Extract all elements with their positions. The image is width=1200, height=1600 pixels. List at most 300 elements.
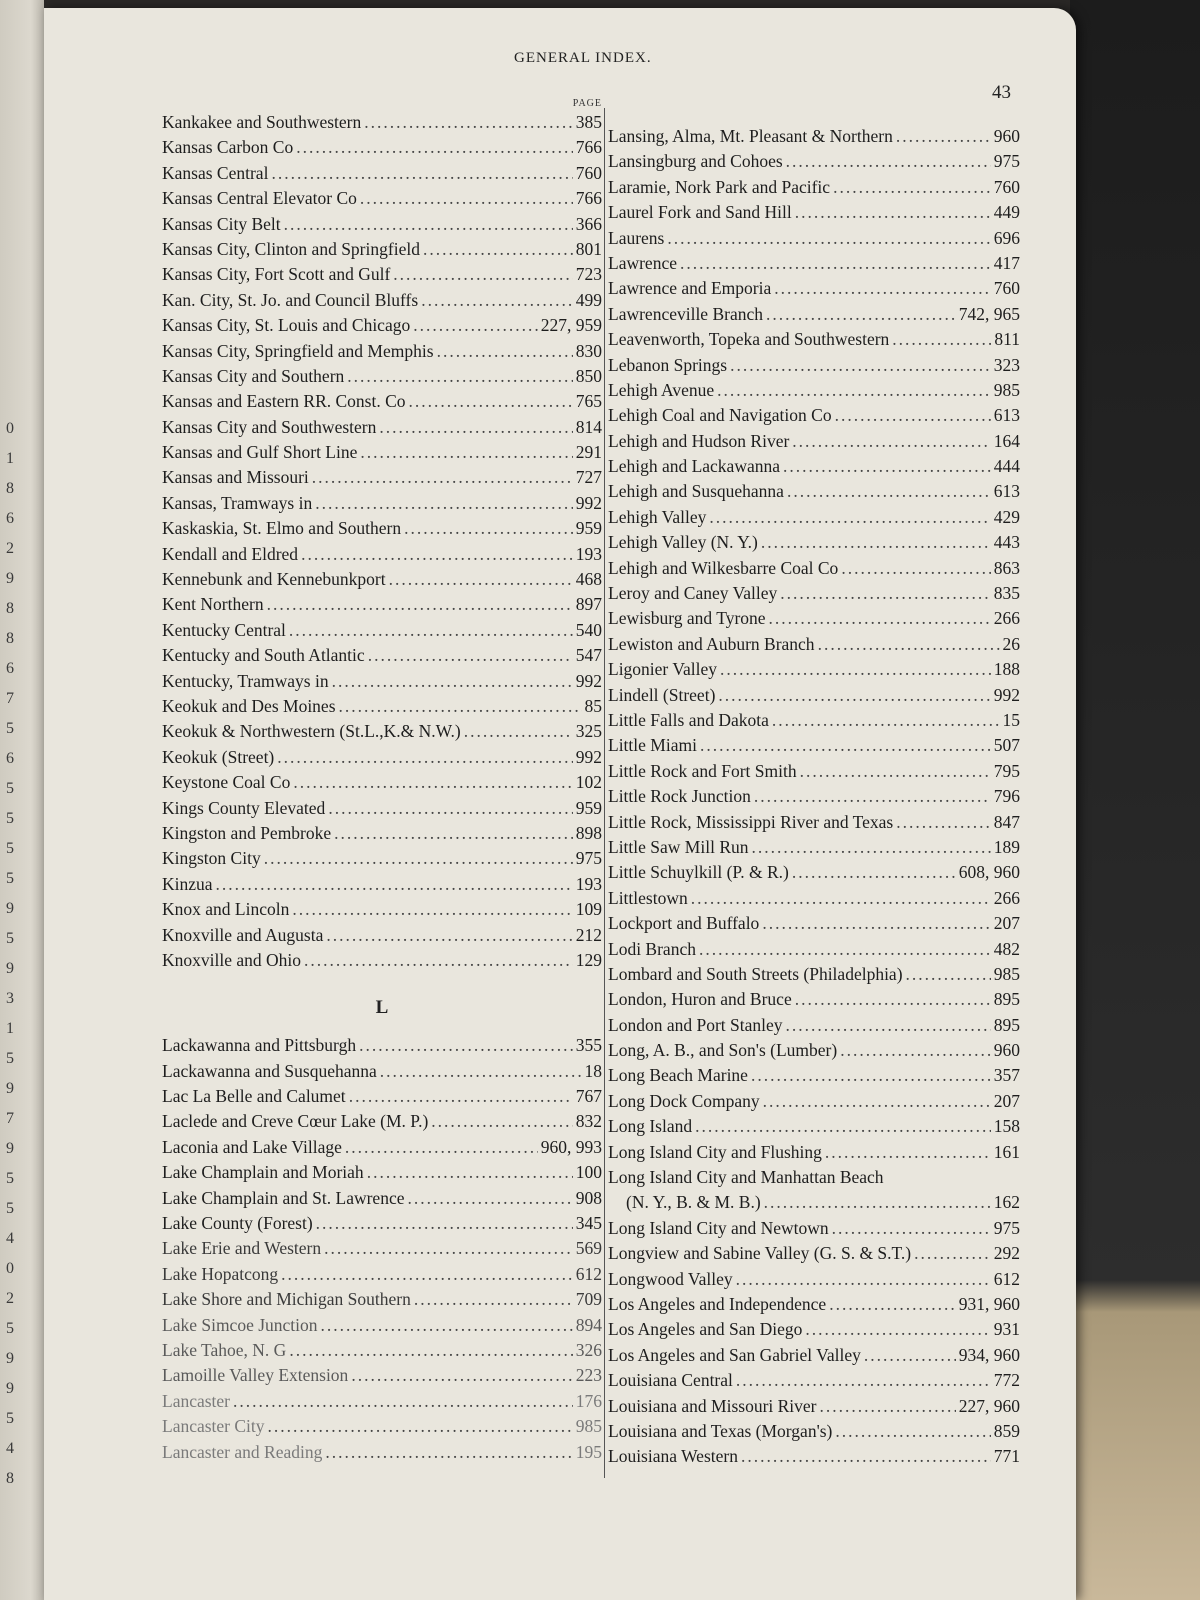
entry-page: 898: [575, 822, 602, 843]
leader-dots: [277, 745, 572, 770]
entry-page: 767: [575, 1086, 602, 1107]
entry-name: Lansing, Alma, Mt. Pleasant & Northern: [608, 126, 893, 146]
entry-name: Lancaster City: [162, 1416, 265, 1437]
index-entry: [162, 1059, 602, 1084]
index-entry: [162, 1414, 602, 1439]
sliver-number: 9: [6, 900, 14, 917]
leader-dots: [321, 1313, 573, 1338]
leader-dots: [800, 759, 991, 784]
entry-page: 612: [993, 1268, 1020, 1289]
entry-page: 960, 993: [540, 1136, 602, 1157]
index-entry: [608, 175, 1020, 200]
entry-page: 223: [575, 1365, 602, 1386]
entry-name: Kansas Carbon Co: [162, 137, 294, 158]
entry-page: 801: [575, 238, 602, 259]
leader-dots: [751, 1063, 991, 1088]
entry-name: Kinzua: [162, 873, 213, 894]
leader-dots: [792, 429, 990, 454]
leader-dots: [325, 1440, 572, 1465]
index-entry: [608, 1089, 1020, 1114]
entry-page: 863: [993, 557, 1020, 578]
leader-dots: [216, 872, 573, 897]
leader-dots: [699, 937, 991, 962]
index-entry: [162, 339, 602, 364]
entry-page: 830: [575, 340, 602, 361]
leader-dots: [281, 1262, 573, 1287]
index-entry: [608, 403, 1020, 428]
entry-name: Lansingburg and Cohoes: [608, 151, 783, 172]
sliver-number: 5: [6, 1200, 14, 1217]
entry-name: London and Port Stanley: [608, 1014, 783, 1035]
entry-name: Laramie, Nork Park and Pacific: [608, 176, 831, 197]
entry-page: 429: [993, 506, 1020, 527]
entry-name: Laurens: [608, 227, 665, 248]
index-entry: [162, 745, 602, 770]
entry-page: 992: [575, 670, 602, 691]
entry-name: Kansas, Tramways in: [162, 492, 313, 513]
index-entry: [162, 313, 602, 338]
page-header: GENERAL INDEX.: [514, 50, 652, 66]
index-entry: [162, 1109, 602, 1134]
index-entry: [162, 491, 602, 516]
index-entry: [608, 835, 1020, 860]
entry-page: 960: [993, 1040, 1020, 1061]
entry-name: Little Falls and Dakota: [608, 709, 769, 730]
entry-name: Lehigh Avenue: [608, 379, 715, 400]
leader-dots: [906, 962, 991, 987]
column-divider: [604, 108, 605, 1478]
entry-page: 323: [993, 354, 1020, 375]
entry-name: Lac La Belle and Calumet: [162, 1086, 346, 1107]
sliver-number: 3: [6, 990, 14, 1007]
index-entry: [162, 872, 602, 897]
entry-name: Knox and Lincoln: [162, 899, 290, 920]
entry-name: Kansas City, St. Louis and Chicago: [162, 315, 411, 336]
entry-page: 959: [575, 797, 602, 818]
entry-name: Lake Tahoe, N. G: [162, 1339, 287, 1360]
entry-page: 975: [993, 151, 1020, 172]
leader-dots: [762, 911, 990, 936]
l-entries-left: [162, 1033, 602, 1465]
entry-name: Kansas City Belt: [162, 213, 281, 234]
index-entry: [162, 846, 602, 871]
index-entry: [162, 1236, 602, 1261]
entry-name: Louisiana and Texas (Morgan's): [608, 1420, 833, 1441]
leader-dots: [364, 110, 573, 135]
sliver-number: 1: [6, 450, 14, 467]
leader-dots: [413, 313, 538, 338]
leader-dots: [464, 719, 573, 744]
entry-name: Kings County Elevated: [162, 797, 326, 818]
entry-page: 417: [993, 252, 1020, 273]
entry-page: 766: [575, 188, 602, 209]
entry-page: 985: [993, 379, 1020, 400]
leader-dots: [667, 226, 990, 251]
entry-page: 772: [993, 1370, 1020, 1391]
leader-dots: [423, 237, 573, 262]
leader-dots: [783, 454, 991, 479]
index-entry: [608, 1190, 1020, 1215]
index-entry: [162, 465, 602, 490]
leader-dots: [347, 364, 572, 389]
sliver-number: 4: [6, 1440, 14, 1457]
index-entry: [608, 276, 1020, 301]
entry-page: 771: [993, 1446, 1020, 1467]
sliver-number: 7: [6, 1110, 14, 1127]
k-entries: [162, 110, 602, 973]
entry-page: 266: [993, 887, 1020, 908]
entry-name: Kaskaskia, St. Elmo and Southern: [162, 518, 402, 539]
leader-dots: [795, 987, 991, 1012]
entry-name: Laconia and Lake Village: [162, 1136, 342, 1157]
entry-name: Lehigh Coal and Navigation Co: [608, 405, 832, 426]
leader-dots: [267, 592, 573, 617]
index-entry: [608, 1216, 1020, 1241]
leader-dots: [292, 897, 572, 922]
entry-page: 443: [993, 532, 1020, 553]
leader-dots: [304, 948, 573, 973]
leader-dots: [349, 1084, 573, 1109]
leader-dots: [312, 465, 573, 490]
entry-name: Lawrence: [608, 252, 677, 273]
index-entry: [162, 212, 602, 237]
entry-name: Longview and Sabine Valley (G. S. & S.T.): [608, 1243, 912, 1264]
entry-page: 162: [993, 1192, 1020, 1213]
entry-name: Louisiana Central: [608, 1370, 733, 1391]
leader-dots: [695, 1114, 991, 1139]
leader-dots: [832, 1216, 991, 1241]
sliver-number: 8: [6, 480, 14, 497]
entry-page: 709: [575, 1289, 602, 1310]
index-entry: [608, 479, 1020, 504]
leader-dots: [368, 643, 573, 668]
entry-name: Kansas City, Springfield and Memphis: [162, 340, 434, 361]
entry-page: 859: [993, 1420, 1020, 1441]
entry-name: Louisiana and Missouri River: [608, 1395, 817, 1416]
entry-page: 931, 960: [958, 1293, 1020, 1314]
entry-page: 985: [993, 963, 1020, 984]
entry-page: 164: [993, 430, 1020, 451]
entry-page: 796: [993, 786, 1020, 807]
entry-name: Lawrenceville Branch: [608, 303, 763, 324]
sliver-number: 5: [6, 720, 14, 737]
leader-dots: [792, 860, 956, 885]
sliver-number: 5: [6, 1320, 14, 1337]
index-entry: [608, 149, 1020, 174]
entry-page: 195: [575, 1441, 602, 1462]
sliver-number: 9: [6, 1080, 14, 1097]
entry-name: Little Rock Junction: [608, 786, 751, 807]
sliver-number: 0: [6, 1260, 14, 1277]
entry-page: 832: [575, 1111, 602, 1132]
entry-page: 193: [575, 873, 602, 894]
entry-name: Lake Shore and Michigan Southern: [162, 1289, 411, 1310]
index-entry: [608, 1114, 1020, 1139]
entry-name: Long Island: [608, 1116, 693, 1137]
background-right: [1070, 0, 1200, 1600]
page-number: 43: [992, 82, 1011, 103]
leader-dots: [316, 1211, 573, 1236]
index-entry: [608, 1317, 1020, 1342]
index-entry: [608, 378, 1020, 403]
entry-name: Kansas City, Fort Scott and Gulf: [162, 264, 391, 285]
leader-dots: [805, 1317, 990, 1342]
leader-dots: [409, 389, 573, 414]
entry-page: 212: [575, 924, 602, 945]
index-entry: [162, 542, 602, 567]
index-entry: [162, 719, 602, 744]
leader-dots: [360, 186, 573, 211]
sliver-number: 5: [6, 1410, 14, 1427]
index-entry: [162, 415, 602, 440]
index-entry: [608, 1241, 1020, 1266]
entry-page: 189: [993, 836, 1020, 857]
entry-name: Lewisburg and Tyrone: [608, 608, 766, 629]
leader-dots: [709, 505, 990, 530]
leader-dots: [818, 632, 1000, 657]
entry-page: 612: [575, 1263, 602, 1284]
entry-name: London, Huron and Bruce: [608, 989, 792, 1010]
entry-name: Long, A. B., and Son's (Lumber): [608, 1040, 838, 1061]
index-entry: [608, 962, 1020, 987]
leader-dots: [840, 1038, 991, 1063]
leader-dots: [795, 200, 991, 225]
index-entry: [608, 860, 1020, 885]
index-entry: [608, 1292, 1020, 1317]
entry-page: 444: [993, 456, 1020, 477]
entry-page: 613: [993, 405, 1020, 426]
leader-dots: [437, 339, 573, 364]
index-entry: [162, 770, 602, 795]
leader-dots: [752, 835, 991, 860]
entry-name: Los Angeles and San Diego: [608, 1319, 803, 1340]
entry-name: Lodi Branch: [608, 938, 696, 959]
entry-name: Kennebunk and Kennebunkport: [162, 569, 386, 590]
entry-name: Lindell (Street): [608, 684, 716, 705]
entry-page: 760: [993, 278, 1020, 299]
entry-name: Lehigh and Lackawanna: [608, 456, 781, 477]
entry-name: Lehigh Valley: [608, 506, 707, 527]
index-entry: [162, 1338, 602, 1363]
entry-name: Little Saw Mill Run: [608, 836, 749, 857]
entry-page: 975: [575, 848, 602, 869]
left-column: [162, 98, 602, 1465]
index-entry: [162, 1389, 602, 1414]
entry-page: 895: [993, 1014, 1020, 1035]
index-entry: [608, 911, 1020, 936]
leader-dots: [717, 378, 991, 403]
index-entry: [608, 353, 1020, 378]
entry-name: Lancaster: [162, 1390, 231, 1411]
entry-page: 742, 965: [958, 303, 1020, 324]
entry-name: Kent Northern: [162, 594, 264, 615]
leader-dots: [892, 327, 991, 352]
entry-name: Longwood Valley: [608, 1268, 733, 1289]
entry-page: 100: [575, 1162, 602, 1183]
index-entry: [608, 200, 1020, 225]
sliver-number: 9: [6, 960, 14, 977]
entry-name: Kansas and Missouri: [162, 467, 309, 488]
page-column-label: PAGE: [572, 98, 602, 109]
index-entry: [162, 1287, 602, 1312]
index-entry: [608, 759, 1020, 784]
leader-dots: [268, 1414, 573, 1439]
leader-dots: [293, 770, 572, 795]
entry-page: 835: [993, 583, 1020, 604]
entry-page: 760: [993, 176, 1020, 197]
entry-name: Keokuk and Des Moines: [162, 695, 336, 716]
entry-page: 850: [575, 365, 602, 386]
index-entry: [608, 657, 1020, 682]
index-entry: [162, 618, 602, 643]
previous-page-edge: [0, 0, 44, 1600]
entry-page: 158: [993, 1116, 1020, 1137]
index-entry: [162, 1186, 602, 1211]
index-entry: [608, 226, 1020, 251]
entry-name: Kentucky Central: [162, 619, 286, 640]
leader-dots: [271, 161, 572, 186]
entry-page: 468: [575, 569, 602, 590]
entry-name: Lake Simcoe Junction: [162, 1314, 318, 1335]
sliver-number: 7: [6, 690, 14, 707]
leader-dots: [914, 1241, 991, 1266]
entry-page: 795: [993, 760, 1020, 781]
leader-dots: [700, 733, 991, 758]
leader-dots: [324, 1236, 573, 1261]
index-entry: [162, 186, 602, 211]
entry-name: Little Rock, Mississippi River and Texas: [608, 811, 894, 832]
entry-page: 499: [575, 289, 602, 310]
index-entry: [608, 733, 1020, 758]
entry-name: Lake County (Forest): [162, 1213, 313, 1234]
entry-name: Little Miami: [608, 735, 697, 756]
entry-page: 129: [575, 949, 602, 970]
sliver-number: 1: [6, 1020, 14, 1037]
entry-name: Ligonier Valley: [608, 659, 718, 680]
leader-dots: [835, 1419, 990, 1444]
l-entries-right-continued: [608, 1216, 1020, 1470]
entry-page: 207: [993, 913, 1020, 934]
leader-dots: [825, 1140, 991, 1165]
index-entry: [162, 288, 602, 313]
entry-name: (N. Y., B. & M. B.): [626, 1192, 761, 1213]
entry-name: Laclede and Creve Cœur Lake (M. P.): [162, 1111, 429, 1132]
leader-dots: [835, 403, 991, 428]
index-entry: [162, 389, 602, 414]
sliver-number: 5: [6, 780, 14, 797]
leader-dots: [315, 491, 573, 516]
leader-dots: [787, 479, 991, 504]
index-entry: [162, 796, 602, 821]
entry-name: Kansas City, Clinton and Springfield: [162, 238, 420, 259]
entry-name: Little Schuylkill (P. & R.): [608, 862, 789, 883]
index-entry: [608, 784, 1020, 809]
entry-name: Kingston City: [162, 848, 261, 869]
entry-name: Long Beach Marine: [608, 1065, 748, 1086]
entry-page: 931: [993, 1319, 1020, 1340]
index-entry: [608, 251, 1020, 276]
leader-dots: [389, 567, 573, 592]
leader-dots: [301, 542, 573, 567]
index-entry: [162, 1262, 602, 1287]
index-entry: [162, 364, 602, 389]
index-entry: [608, 1419, 1020, 1444]
index-entry: [162, 821, 602, 846]
leader-dots: [289, 618, 573, 643]
leader-dots: [764, 1190, 991, 1215]
sliver-number: 6: [6, 660, 14, 677]
entry-name: Lackawanna and Susquehanna: [162, 1060, 377, 1081]
entry-name: Lamoille Valley Extension: [162, 1365, 349, 1386]
entry-name: Los Angeles and Independence: [608, 1293, 827, 1314]
entry-name: Kan. City, St. Jo. and Council Bluffs: [162, 289, 419, 310]
sliver-number: 2: [6, 1290, 14, 1307]
entry-name: Leroy and Caney Valley: [608, 583, 778, 604]
leader-dots: [284, 212, 573, 237]
entry-page: 608, 960: [958, 862, 1020, 883]
leader-dots: [345, 1135, 538, 1160]
index-entry: [162, 1135, 602, 1160]
entry-name: Lombard and South Streets (Philadelphia): [608, 963, 903, 984]
entry-name: Lawrence and Emporia: [608, 278, 772, 299]
entry-page: 934, 960: [958, 1344, 1020, 1365]
leader-dots: [820, 1394, 956, 1419]
index-entry: [162, 237, 602, 262]
index-entry: [608, 1394, 1020, 1419]
index-entry: [608, 581, 1020, 606]
entry-page: 894: [575, 1314, 602, 1335]
index-entry: [162, 1084, 602, 1109]
leader-dots: [393, 262, 572, 287]
entry-page: 727: [575, 467, 602, 488]
entry-page: 547: [575, 645, 602, 666]
index-entry: [608, 683, 1020, 708]
entry-page: 897: [575, 594, 602, 615]
sliver-number: 8: [6, 630, 14, 647]
entry-name: Long Dock Company: [608, 1090, 760, 1111]
index-entry: [162, 516, 602, 541]
entry-name: Lehigh Valley (N. Y.): [608, 532, 758, 553]
index-entry: [162, 440, 602, 465]
index-entry: [608, 327, 1020, 352]
leader-dots: [431, 1109, 572, 1134]
entry-page: 992: [575, 746, 602, 767]
l-entries-right: [608, 124, 1020, 1165]
leader-dots: [328, 796, 572, 821]
leader-dots: [754, 784, 991, 809]
entry-name: Kankakee and Southwestern: [162, 112, 362, 132]
entry-name: Lockport and Buffalo: [608, 913, 760, 934]
leader-dots: [334, 821, 573, 846]
entry-page: 992: [993, 684, 1020, 705]
index-entry: [608, 124, 1020, 149]
index-entry: [608, 1368, 1020, 1393]
index-entry: [162, 567, 602, 592]
leader-dots: [296, 135, 573, 160]
index-entry: [608, 708, 1020, 733]
leader-dots: [736, 1368, 991, 1393]
entry-name: Knoxville and Ohio: [162, 949, 302, 970]
entry-page: 765: [575, 391, 602, 412]
index-entry: [608, 556, 1020, 581]
entry-page: 696: [993, 227, 1020, 248]
index-entry: [162, 135, 602, 160]
leader-dots: [741, 1444, 991, 1469]
index-entry: [162, 110, 602, 135]
entry-name: Kansas Central Elevator Co: [162, 188, 357, 209]
index-entry: [608, 302, 1020, 327]
sliver-number: 5: [6, 810, 14, 827]
